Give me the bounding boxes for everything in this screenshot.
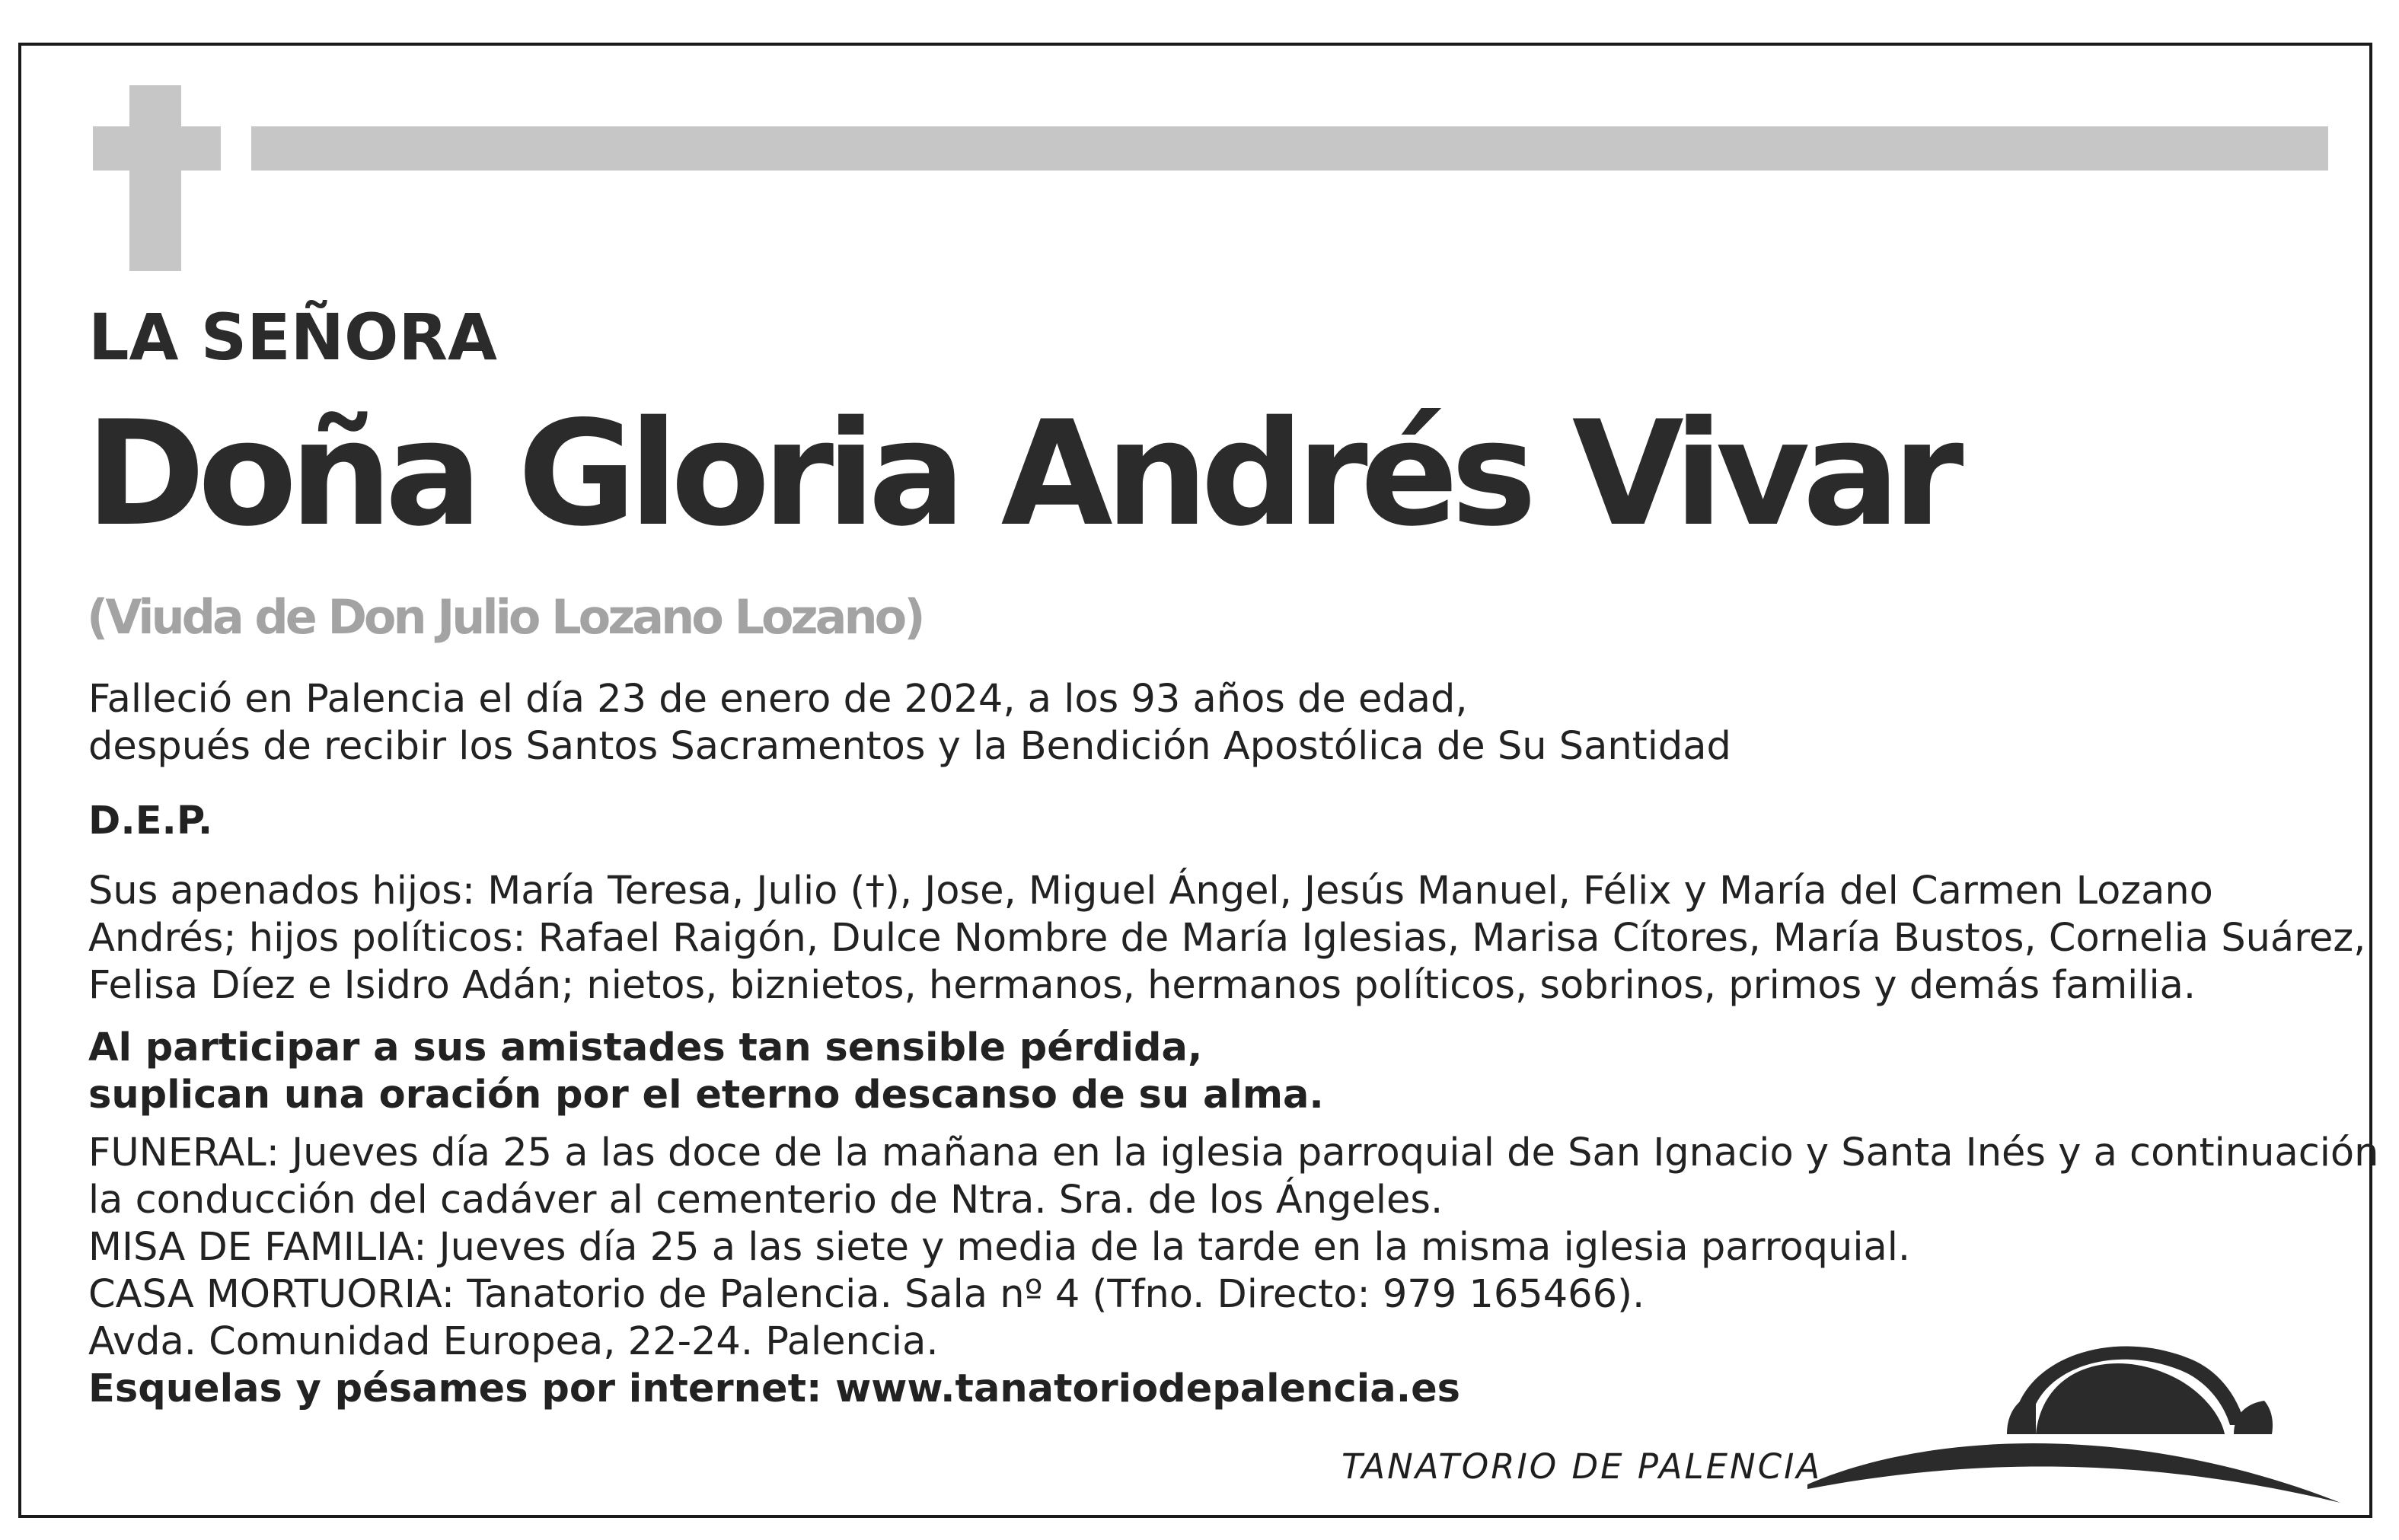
internet-line: Esquelas y pésames por internet: www.tanatoriodepalencia.es (88, 1366, 1461, 1411)
funeral-line: FUNERAL: Jueves día 25 a las doce de la mañana en la iglesia parroquial de San Ignacio y Santa Inés y a continuación (88, 1130, 2379, 1175)
death-notice (88, 676, 1731, 770)
header-divider-bar (251, 126, 2328, 171)
family-list (88, 868, 2366, 1009)
cross-icon-vertical (129, 85, 181, 271)
appeal-line: Al participar a sus amistades tan sensible pérdida, (88, 1025, 1203, 1070)
family-mass-line: MISA DE FAMILIA: Jueves día 25 a las siete y media de la tarde en la misma iglesia parroquial. (88, 1225, 1911, 1270)
honorific: LA SEÑORA (88, 300, 498, 375)
tanatorio-logo-icon (1807, 1328, 2340, 1510)
widow-of: (Viuda de Don Julio Lozano Lozano) (87, 589, 923, 645)
death-notice-line: Falleció en Palencia el día 23 de enero de 2024, a los 93 años de edad, (88, 677, 1468, 722)
mortuary-line: CASA MORTUORIA: Tanatorio de Palencia. Sala nº 4 (Tfno. Directo: 979 165466). (88, 1272, 1645, 1317)
tanatorio-logo-text: TANATORIO DE PALENCIA (1341, 1446, 1823, 1487)
appeal-line: suplican una oración por el eterno descanso de su alma. (88, 1073, 1324, 1118)
address-line: Avda. Comunidad Europea, 22-24. Palencia. (88, 1319, 939, 1364)
family-line: Felisa Díez e Isidro Adán; nietos, biznietos, hermanos, hermanos políticos, sobrinos, primos y demás familia. (88, 963, 2196, 1008)
appeal (88, 1025, 1324, 1119)
cross-icon-horizontal (93, 126, 221, 171)
dep-label: D.E.P. (88, 799, 213, 843)
deceased-name: Doña Gloria Andrés Vivar (85, 390, 1957, 558)
death-notice-line: después de recibir los Santos Sacramentos y la Bendición Apostólica de Su Santidad (88, 724, 1731, 769)
funeral-line: la conducción del cadáver al cementerio de Ntra. Sra. de los Ángeles. (88, 1178, 1444, 1223)
family-line: Sus apenados hijos: María Teresa, Julio (†), Jose, Miguel Ángel, Jesús Manuel, Félix y María del Carmen Lozano (88, 869, 2213, 913)
family-line: Andrés; hijos políticos: Rafael Raigón, Dulce Nombre de María Iglesias, Marisa Cítores, María Bustos, Cornelia Suárez, (88, 916, 2366, 961)
